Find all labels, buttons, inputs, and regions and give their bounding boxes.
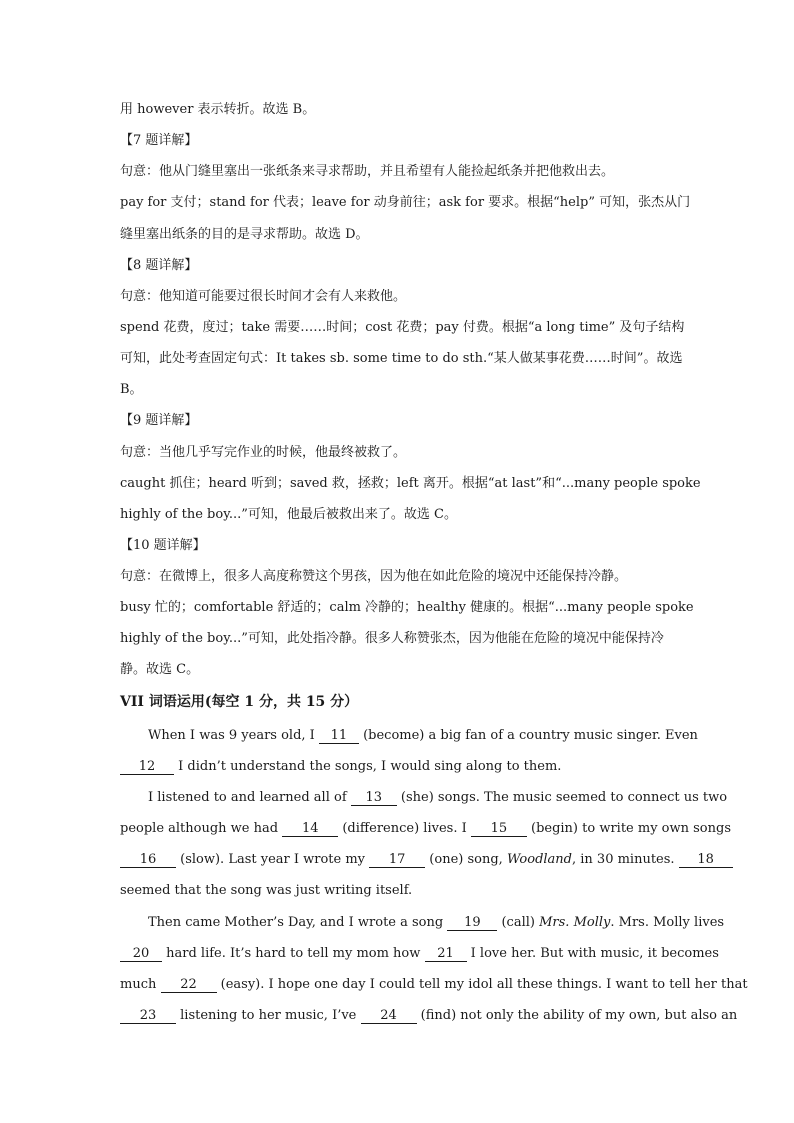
- blank-19[interactable]: 19: [447, 915, 497, 931]
- blank-17[interactable]: 17: [369, 852, 425, 868]
- blank-13[interactable]: 13: [351, 790, 397, 806]
- text-line: pay for 支付；stand for 代表；leave for 动身前往；ask for 要求。根据“help” 可知，张杰从门: [120, 195, 691, 210]
- passage-line: 23 listening to her music, I’ve 24 (find) not only the ability of my own, but also an: [120, 1007, 674, 1025]
- text-line: busy 忙的；comfortable 舒适的；calm 冷静的；healthy 健康的。根据“...many people spoke: [120, 600, 694, 615]
- passage-line: much 22 (easy). I hope one day I could tell my idol all these things. I want to tell her that: [120, 977, 748, 992]
- blank-23[interactable]: 23: [120, 1008, 176, 1024]
- passage-line: 12 I didn’t understand the songs, I would sing along to them.: [120, 758, 674, 776]
- passage-line: When I was 9 years old, I 11 (become) a big fan of a country music singer. Even: [148, 728, 698, 743]
- section-title: VII 词语运用(每空 1 分，共 15 分）: [120, 694, 359, 710]
- song-title: Woodland: [506, 852, 572, 867]
- question-8-heading: 【8 题详解】: [120, 258, 198, 273]
- text-line: spend 花费，度过；take 需要……时间；cost 花费；pay 付费。根据“a long time” 及句子结构: [120, 320, 685, 335]
- blank-18[interactable]: 18: [679, 852, 733, 868]
- text-line: 句意：当他几乎写完作业的时候，他最终被救了。: [120, 445, 407, 460]
- text-line: 用 however 表示转折。故选 B。: [120, 102, 316, 117]
- text-line: highly of the boy...”可知，此处指冷静。很多人称赞张杰，因为他能在危险的境况中能保持冷: [120, 631, 664, 646]
- blank-16[interactable]: 16: [120, 852, 176, 868]
- blank-11[interactable]: 11: [319, 728, 359, 744]
- text-line: 可知，此处考查固定句式：It takes sb. some time to do sth.“某人做某事花费……时间”。故选: [120, 351, 683, 366]
- question-9-heading: 【9 题详解】: [120, 413, 198, 428]
- blank-15[interactable]: 15: [471, 821, 527, 837]
- passage-line: seemed that the song was just writing itself.: [120, 883, 413, 898]
- text-line: highly of the boy...”可知，他最后被救出来了。故选 C。: [120, 507, 457, 522]
- text-line: caught 抓住；heard 听到；saved 救，拯救；left 离开。根据“at last”和“...many people spoke: [120, 476, 701, 491]
- text-line: 静。故选 C。: [120, 662, 200, 677]
- blank-22[interactable]: 22: [161, 977, 217, 993]
- song-title: Mrs. Molly: [539, 915, 611, 930]
- blank-21[interactable]: 21: [425, 946, 467, 962]
- text-line: 句意：他从门缝里塞出一张纸条来寻求帮助，并且希望有人能捡起纸条并把他救出去。: [120, 164, 615, 179]
- passage-line: Then came Mother’s Day, and I wrote a song 19 (call) Mrs. Molly. Mrs. Molly lives: [148, 915, 725, 930]
- passage-line: 16 (slow). Last year I wrote my 17 (one) song, Woodland, in 30 minutes. 18: [120, 851, 674, 869]
- passage-line: 20 hard life. It’s hard to tell my mom how 21 I love her. But with music, it becomes: [120, 945, 674, 963]
- question-10-heading: 【10 题详解】: [120, 538, 206, 553]
- text-line: 句意：他知道可能要过很长时间才会有人来救他。: [120, 289, 407, 304]
- passage-line: I listened to and learned all of 13 (she) songs. The music seemed to connect us two: [148, 790, 728, 805]
- blank-20[interactable]: 20: [120, 946, 162, 962]
- text-line: 缝里塞出纸条的目的是寻求帮助。故选 D。: [120, 227, 369, 242]
- blank-24[interactable]: 24: [361, 1008, 417, 1024]
- text-line: B。: [120, 382, 143, 397]
- text-line: 句意：在微博上，很多人高度称赞这个男孩，因为他在如此危险的境况中还能保持冷静。: [120, 569, 628, 584]
- blank-12[interactable]: 12: [120, 759, 174, 775]
- passage-line: people although we had 14 (difference) lives. I 15 (begin) to write my own songs: [120, 821, 731, 836]
- question-7-heading: 【7 题详解】: [120, 133, 198, 148]
- blank-14[interactable]: 14: [282, 821, 338, 837]
